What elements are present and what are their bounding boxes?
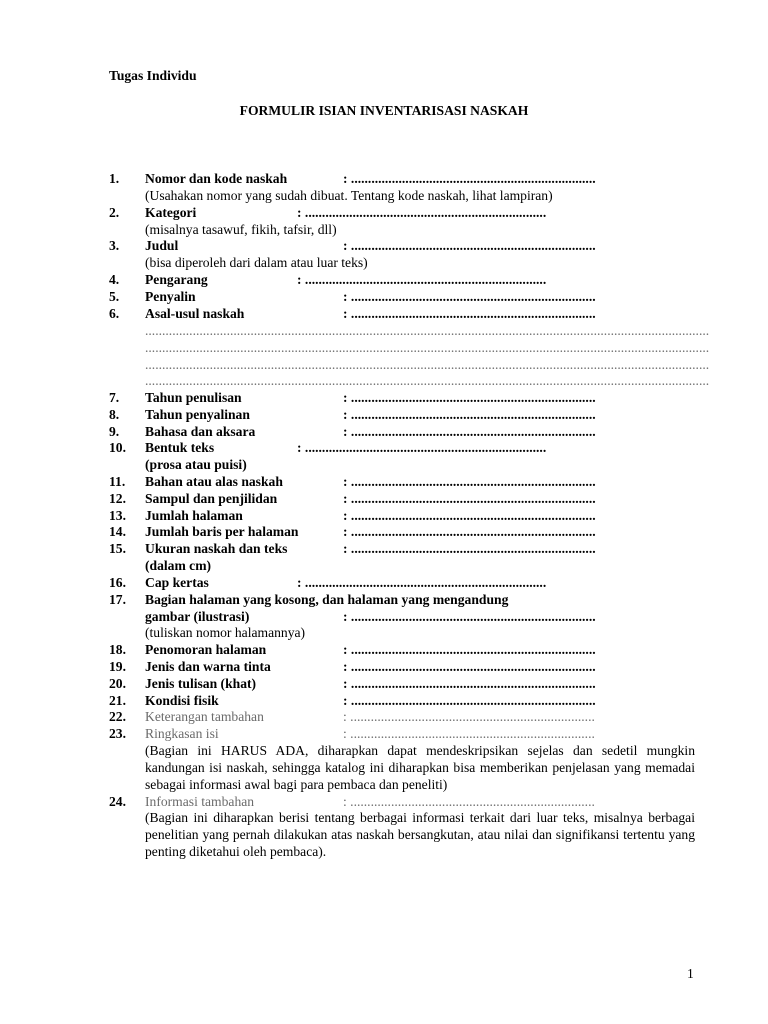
item-label: Tahun penyalinan [145, 407, 250, 422]
fill-line[interactable]: : ........................................................................ [343, 407, 596, 422]
item-number: 19. [109, 659, 126, 674]
item-label: Cap kertas [145, 575, 209, 590]
fill-line[interactable]: : ........................................................................ [343, 709, 595, 724]
fill-line[interactable]: : ....................................................................... [297, 440, 547, 455]
item-label: Jenis tulisan (khat) [145, 676, 257, 691]
item-label: Penomoran halaman [145, 642, 267, 657]
item-label: Pengarang [145, 272, 208, 287]
fill-line[interactable]: ...................................................................................................................................................................... [145, 323, 710, 338]
item-label: Bahasa dan aksara [145, 424, 256, 439]
item-number: 15. [109, 541, 126, 556]
item-label: Kategori [145, 205, 197, 220]
fill-line[interactable]: : ....................................................................... [297, 575, 547, 590]
fill-line[interactable]: ...................................................................................................................................................................... [145, 357, 710, 372]
fill-line[interactable]: : ........................................................................ [343, 609, 596, 624]
item-label: Asal-usul naskah [145, 306, 245, 321]
fill-line[interactable]: : ........................................................................ [343, 474, 596, 489]
item-number: 14. [109, 524, 126, 539]
item-number: 5. [109, 289, 120, 304]
fill-line[interactable]: : ........................................................................ [343, 541, 596, 556]
fill-line[interactable]: : ........................................................................ [343, 693, 596, 708]
item-label: Penyalin [145, 289, 196, 304]
item-number: 2. [109, 205, 120, 220]
item-label: Bagian halaman yang kosong, dan halaman yang mengandung [145, 592, 509, 607]
item-label-continued: (dalam cm) [145, 558, 212, 573]
item-number: 24. [109, 794, 126, 809]
fill-line[interactable]: : ........................................................................ [343, 524, 596, 539]
fill-line[interactable]: : ........................................................................ [343, 794, 595, 809]
fill-line[interactable]: : ........................................................................ [343, 642, 596, 657]
item-number: 20. [109, 676, 126, 691]
item-label: Judul [145, 238, 179, 253]
fill-line[interactable]: : ....................................................................... [297, 272, 547, 287]
fill-line[interactable]: : ........................................................................ [343, 491, 596, 506]
item-note: (misalnya tasawuf, fikih, tafsir, dll) [145, 222, 337, 237]
item-label: Kondisi fisik [145, 693, 219, 708]
fill-line[interactable]: : ........................................................................ [343, 171, 596, 186]
item-number: 17. [109, 592, 126, 607]
item-label: Bentuk teks [145, 440, 215, 455]
form-title: FORMULIR ISIAN INVENTARISASI NASKAH [239, 103, 529, 118]
item-number: 23. [109, 726, 126, 741]
item-label: Bahan atau alas naskah [145, 474, 283, 489]
item-number: 7. [109, 390, 120, 405]
item-number: 3. [109, 238, 120, 253]
item-number: 21. [109, 693, 126, 708]
fill-line[interactable]: : ....................................................................... [297, 205, 547, 220]
fill-line[interactable]: : ........................................................................ [343, 424, 596, 439]
item-label: Jenis dan warna tinta [145, 659, 271, 674]
item-label: Sampul dan penjilidan [145, 491, 278, 506]
item-number: 13. [109, 508, 126, 523]
fill-line[interactable]: : ........................................................................ [343, 390, 596, 405]
item-label: Jumlah baris per halaman [145, 524, 299, 539]
page-number: 1 [687, 966, 694, 981]
item-number: 1. [109, 171, 120, 186]
fill-line[interactable]: : ........................................................................ [343, 289, 596, 304]
fill-line[interactable]: : ........................................................................ [343, 726, 595, 741]
item-number: 8. [109, 407, 120, 422]
item-note: (bisa diperoleh dari dalam atau luar teks) [145, 255, 368, 270]
item-number: 4. [109, 272, 120, 287]
fill-line[interactable]: ...................................................................................................................................................................... [145, 340, 710, 355]
item-label: Ukuran naskah dan teks [145, 541, 288, 556]
fill-line[interactable]: : ........................................................................ [343, 306, 596, 321]
item-number: 22. [109, 709, 126, 724]
item-note: (Usahakan nomor yang sudah dibuat. Tentang kode naskah, lihat lampiran) [145, 188, 553, 203]
item-number: 9. [109, 424, 120, 439]
item-description: (Bagian ini diharapkan berisi tentang berbagai informasi terkait dari luar teks, misalnya berbagai penelitian yang pernah dilakukan atas naskah bersangkutan, atau nilai dan signifikansi tertentu yang penting diketahui oleh pembaca). [145, 810, 695, 859]
item-number: 6. [109, 306, 120, 321]
fill-line[interactable]: : ........................................................................ [343, 238, 596, 253]
item-label-continued: (prosa atau puisi) [145, 457, 247, 472]
item-number: 16. [109, 575, 126, 590]
fill-line[interactable]: : ........................................................................ [343, 676, 596, 691]
assignment-heading: Tugas Individu [109, 68, 197, 83]
item-number: 12. [109, 491, 126, 506]
item-label: Informasi tambahan [145, 794, 255, 809]
item-number: 18. [109, 642, 126, 657]
item-description: (Bagian ini HARUS ADA, diharapkan dapat mendeskripsikan sejelas dan sedetil mungkin kandungan isi naskah, sehingga katalog ini diharapkan bisa memberikan penjelasan yang memadai sebagai informasi awal bagi para pembaca dan peneliti) [145, 743, 695, 792]
item-label: Ringkasan isi [145, 726, 219, 741]
item-label: Nomor dan kode naskah [145, 171, 288, 186]
item-number: 10. [109, 440, 126, 455]
fill-line[interactable]: : ........................................................................ [343, 508, 596, 523]
fill-line[interactable]: : ........................................................................ [343, 659, 596, 674]
item-label: Tahun penulisan [145, 390, 242, 405]
fill-line[interactable]: ...................................................................................................................................................................... [145, 373, 710, 388]
item-label-continued: gambar (ilustrasi) [145, 609, 250, 624]
item-label: Jumlah halaman [145, 508, 243, 523]
item-note: (tuliskan nomor halamannya) [145, 625, 306, 640]
item-number: 11. [109, 474, 126, 489]
item-label: Keterangan tambahan [145, 709, 264, 724]
